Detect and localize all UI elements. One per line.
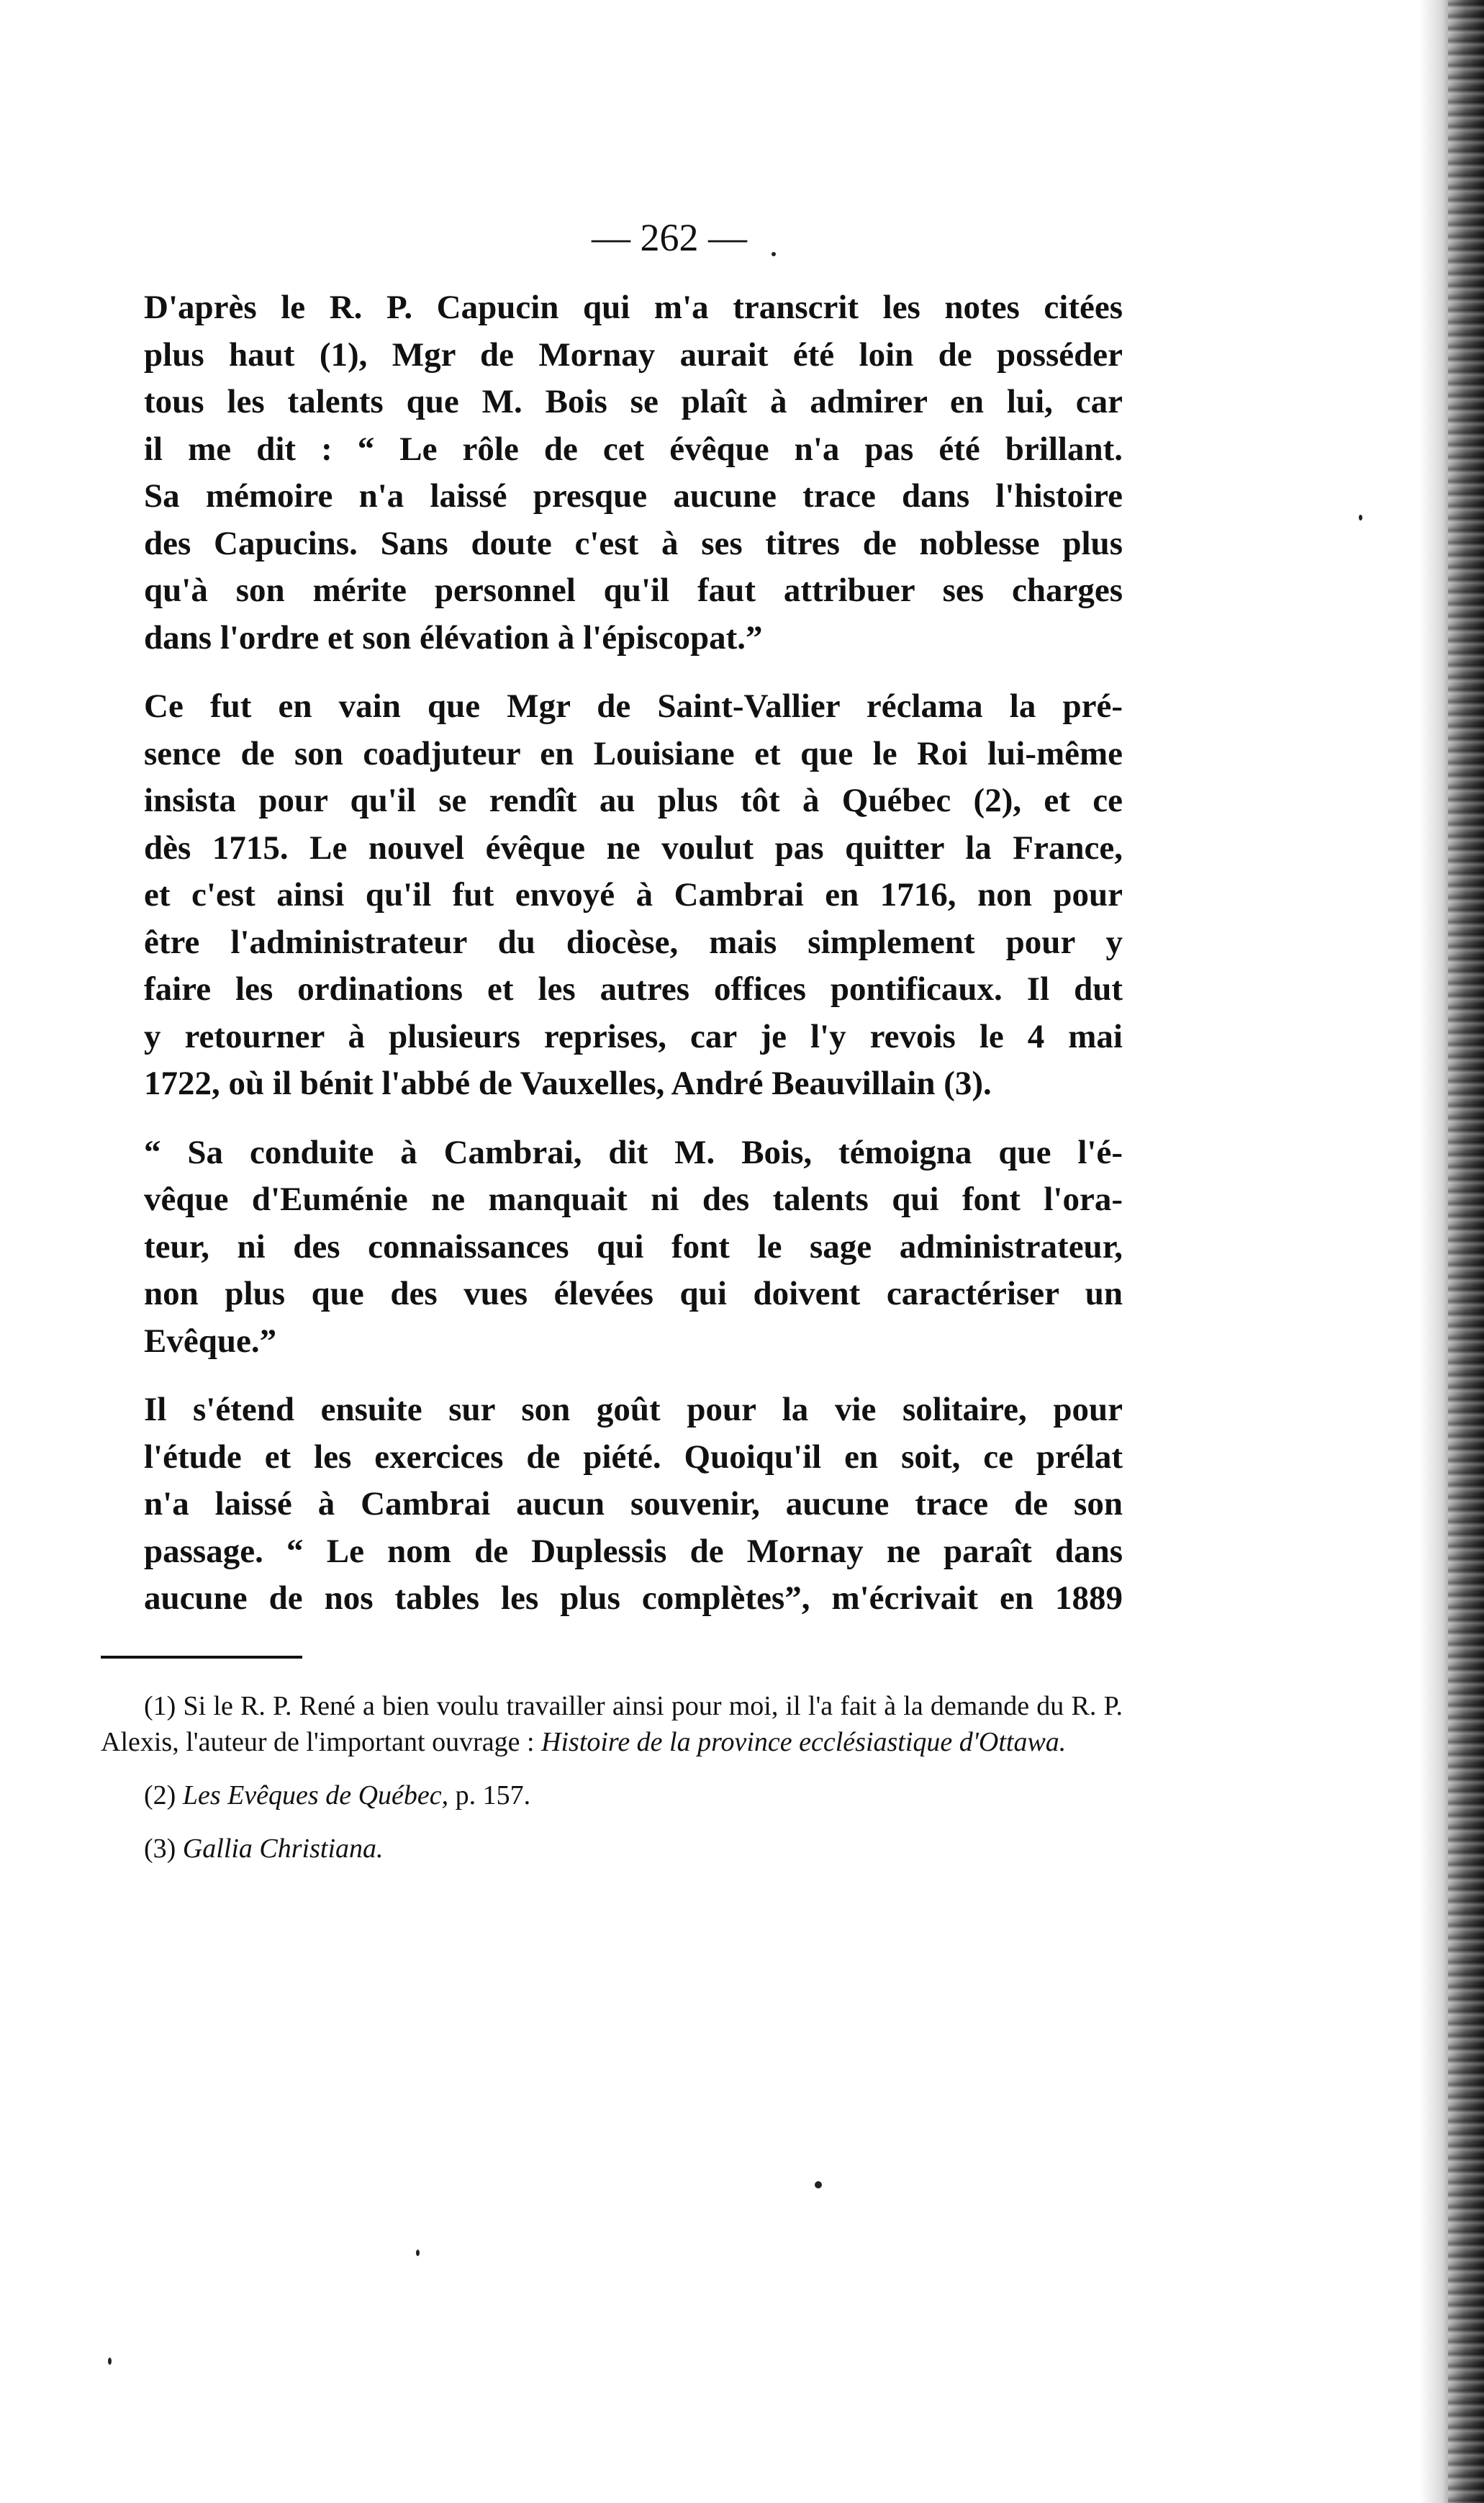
text-line: l'étude et les exercices de piété. Quoiqu'il en soit, ce prélat (144, 1438, 1123, 1476)
text-line: insista pour qu'il se rendît au plus tôt à Québec (2), et ce (144, 782, 1123, 819)
text-line: vêque d'Euménie ne manquait ni des talents qui font l'ora- (144, 1181, 1123, 1218)
text-line: dès 1715. Le nouvel évêque ne voulut pas quitter la France, (144, 829, 1123, 867)
paragraph-3 (101, 1129, 1123, 1366)
text-line: aucune de nos tables les plus complètes”, m'écrivait en 1889 (144, 1579, 1123, 1617)
text-line: 1722, où il bénit l'abbé de Vauxelles, André Beauvillain (3). (144, 1065, 992, 1102)
text-line: plus haut (1), Mgr de Mornay aurait été loin de posséder (144, 335, 1123, 374)
text-line: passage. “ Le nom de Duplessis de Mornay ne paraît dans (144, 1532, 1123, 1570)
text-line: Evêque.” (144, 1322, 277, 1360)
body-text (101, 284, 1123, 1644)
text-line: Il s'étend ensuite sur son goût pour la vie solitaire, pour (144, 1391, 1123, 1428)
paragraph-2 (101, 683, 1123, 1108)
text-line: sence de son coadjuteur en Louisiane et que le Roi lui-même (144, 734, 1123, 772)
text-line: et c'est ainsi qu'il fut envoyé à Cambrai en 1716, non pour (144, 876, 1123, 914)
text-line: des Capucins. Sans doute c'est à ses titres de noblesse plus (144, 524, 1123, 562)
paragraph-4 (101, 1386, 1123, 1623)
text-line: il me dit : “ Le rôle de cet évêque n'a pas été brillant. (144, 430, 1123, 468)
page-number: — 262 — (592, 216, 747, 259)
footnote-title: Gallia Christiana. (182, 1834, 384, 1864)
ink-speck (772, 252, 776, 256)
text-line: être l'administrateur du diocèse, mais simplement pour y (144, 923, 1123, 961)
footnote-title: Les Evêques de Québec, (182, 1780, 449, 1810)
text-line: dans l'ordre et son élévation à l'épiscopat.” (144, 618, 763, 657)
footnote-3 (101, 1831, 1123, 1867)
ink-speck (815, 2181, 822, 2188)
footnote-2 (101, 1777, 1123, 1813)
footnotes (101, 1688, 1123, 1884)
ink-speck (108, 2358, 112, 2365)
paragraph-1 (101, 284, 1123, 662)
text-line: “ Sa conduite à Cambrai, dit M. Bois, témoigna que l'é- (144, 1133, 1123, 1171)
footnote-divider (101, 1656, 302, 1659)
footnote-text: p. 157. (455, 1780, 531, 1810)
footnote-marker: (3) (144, 1834, 176, 1864)
text-line: y retourner à plusieurs reprises, car je l'y revois le 4 mai (144, 1017, 1123, 1055)
text-line: D'après le R. P. Capucin qui m'a transcrit les notes citées (144, 289, 1123, 326)
ink-speck (1359, 515, 1362, 520)
ink-speck (416, 2250, 420, 2256)
footnote-marker: (1) (144, 1691, 176, 1721)
footnote-marker: (2) (144, 1780, 176, 1810)
text-line: faire les ordinations et les autres offices pontificaux. Il dut (144, 970, 1123, 1008)
text-line: tous les talents que M. Bois se plaît à admirer en lui, car (144, 383, 1123, 420)
footnote-1 (101, 1688, 1123, 1760)
text-line: qu'à son mérite personnel qu'il faut attribuer ses charges (144, 572, 1123, 609)
text-line: Sa mémoire n'a laissé presque aucune trace dans l'histoire (144, 477, 1123, 515)
text-line: Ce fut en vain que Mgr de Saint-Vallier réclama la pré- (144, 687, 1123, 725)
text-line: non plus que des vues élevées qui doivent caractériser un (144, 1275, 1123, 1312)
footnote-title: Histoire de la province ecclésiastique d'Ottawa. (541, 1727, 1067, 1757)
text-line: teur, ni des connaissances qui font le sage administrateur, (144, 1227, 1123, 1266)
text-line: n'a laissé à Cambrai aucun souvenir, aucune trace de son (144, 1485, 1123, 1523)
footnote-text: Si le R. P. René a bien voulu travailler ainsi pour moi, il l'a fait à la demande du R. P. Alexis, l'auteur de l'important ouvrage : (101, 1691, 1123, 1757)
page-edge-shadow (1419, 0, 1484, 2503)
